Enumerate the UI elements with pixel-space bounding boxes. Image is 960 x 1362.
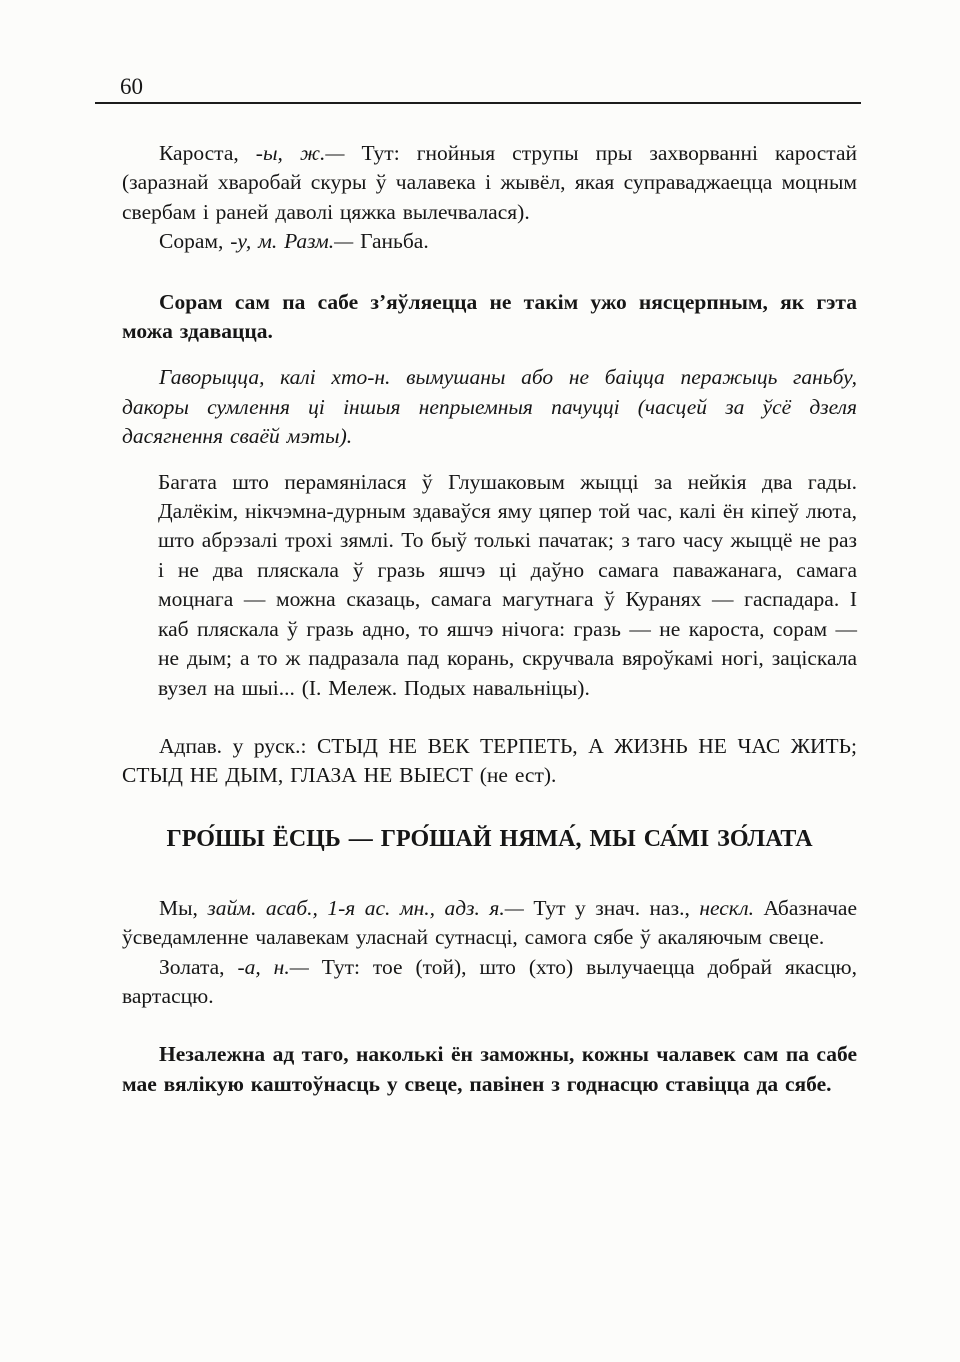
entry-definition-start: Тут у знач. наз., bbox=[533, 895, 700, 920]
entry-definition-italic: нескл. bbox=[699, 895, 755, 920]
entry-word: Кароста, bbox=[159, 141, 239, 165]
equiv-note: (не ест). bbox=[479, 763, 557, 788]
entry-definition: Тут: тое (той), што (хто) вылучаецца добрай якасцю, вартасцю. bbox=[122, 954, 857, 1008]
moral-note-bold: Незалежна ад таго, наколькі ён заможны, кожны чалавек сам па сабе мае вялікую каштоўнасць у свеце, павінен з годнасцю ставіцца да сябе. bbox=[122, 1042, 857, 1096]
page-body bbox=[122, 106, 857, 1099]
equiv-prefix: Адпав. у руск.: bbox=[159, 733, 317, 758]
entry-grammar: займ. асаб., 1-я ас. мн., адз. я.— bbox=[197, 895, 534, 920]
phrase-soram-bold: Сорам сам па сабе з’яўляецца не такім ужо нясцерпным, як гэта можа здавацца. bbox=[122, 289, 857, 344]
entry-karosta bbox=[122, 139, 857, 227]
entry-definition-end: Абазначае ўсведамленне чалавекам уласнай сутнасці, самога сябе ў акаляючым свеце. bbox=[122, 895, 857, 950]
entry-word: Мы, bbox=[159, 895, 198, 920]
russian-equivalents bbox=[122, 732, 857, 791]
quotation-melezh: Багата што перамянілася ў Глушаковым жыцці за нейкія два гады. Далёкім, нікчэмна-дурным здаваўся яму цяпер той час, калі ён кіпеў люта, што абрэзалі трохі зямлі. То быў толькі пачатак; з таго часу жыццё не раз і не два пляскала ў гразь яшчэ ці даўно самага паважанага, самага моцнага — можна сказаць, самага магутнага ў Куранях — гаспадара. І каб пляскала ў гразь адно, то яшчэ нічога: гразь — не кароста, сорам — не дым; а то ж падразала пад корань, скручвала вяроўкамі ногі, заціскала вузел на шыі... (І. Мележ. Подых навальніцы). bbox=[158, 469, 857, 700]
entry-grammar: -а, н.— bbox=[224, 954, 322, 979]
entry-definition: Ганьба. bbox=[360, 229, 429, 254]
entry-word: Сорам, bbox=[159, 229, 224, 254]
section-heading-groshy: ГРО́ШЫ ЁСЦЬ — ГРО́ШАЙ НЯМА́, МЫ СА́МІ ЗО́ЛАТА bbox=[166, 825, 813, 852]
entry-my bbox=[122, 894, 857, 953]
entry-definition: Тут: гнойныя струпы пры захворванні каростай (заразнай хваробай скуры ў чалавека і жывёл, якая суправаджаецца моцным свербам і раней даволі цяжка вылечвалася). bbox=[122, 141, 857, 224]
entry-grammar: -ы, ж.— bbox=[238, 141, 362, 165]
page-number: 60 bbox=[120, 74, 143, 99]
page-header-rule bbox=[95, 74, 861, 104]
entry-soram bbox=[122, 227, 857, 256]
equiv-proverbs: СТЫД НЕ ВЕК ТЕРПЕТЬ, А ЖИЗНЬ НЕ ЧАС ЖИТЬ; СТЫД НЕ ДЫМ, ГЛАЗА НЕ ВЫЕСТ bbox=[122, 733, 857, 788]
entry-zolata bbox=[122, 953, 857, 1012]
usage-note-italic: Гаворыцца, калі хто-н. вымушаны або не баіцца перажыць ганьбу, дакоры сумлення ці іншыя непрыемныя пачуцці (часцей за ўсё дзеля дасягнення сваёй мэты). bbox=[122, 365, 857, 449]
entry-grammar: -у, м. Разм.— bbox=[223, 229, 361, 254]
entry-word: Золата, bbox=[159, 954, 225, 979]
